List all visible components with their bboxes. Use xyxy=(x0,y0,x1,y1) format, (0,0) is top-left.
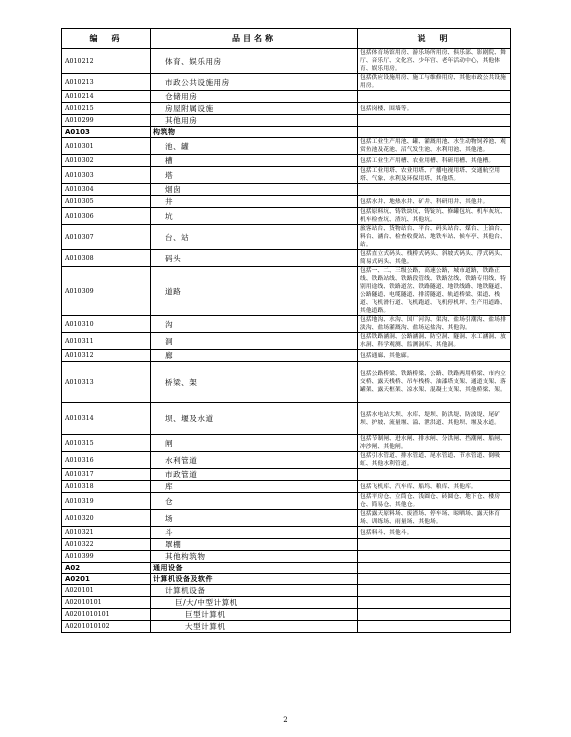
row-code: A0201010102 xyxy=(62,621,151,633)
row-code: A0201010101 xyxy=(62,609,151,621)
table-row xyxy=(62,225,511,250)
row-name: 洞 xyxy=(151,333,358,350)
row-description: 包括引水管道、排水管道、尾水管道、节水管道、倒吸虹、其他水利管道。 xyxy=(358,452,511,469)
row-name: 闸 xyxy=(151,435,358,452)
table-row xyxy=(62,563,511,574)
row-name: 道路 xyxy=(151,267,358,316)
row-code: A010313 xyxy=(62,362,151,403)
row-name: 烟囱 xyxy=(151,184,358,196)
table-row xyxy=(62,493,511,510)
table-row xyxy=(62,115,511,127)
table-row xyxy=(62,208,511,225)
table-row xyxy=(62,167,511,184)
row-code: A010309 xyxy=(62,267,151,316)
row-name: 桥梁、架 xyxy=(151,362,358,403)
row-description xyxy=(358,621,511,633)
row-code: A010305 xyxy=(62,196,151,208)
table-row xyxy=(62,316,511,333)
row-description: 包括通廊、其他廊。 xyxy=(358,350,511,362)
row-name: 仓 xyxy=(151,493,358,510)
row-code: A010321 xyxy=(62,527,151,539)
row-name: 槽 xyxy=(151,155,358,167)
table-row xyxy=(62,469,511,481)
row-name: 房屋附属设施 xyxy=(151,103,358,115)
row-name: 码头 xyxy=(151,250,358,267)
row-name: 仓储用房 xyxy=(151,91,358,103)
row-description xyxy=(358,539,511,551)
row-code: A010310 xyxy=(62,316,151,333)
row-description: 旅客站台、货物站台、平台、码头站台、煤台、上油台、料台、涵台、检查收费站、地铁车站、候车亭、其他台、站。 xyxy=(358,225,511,250)
table-row xyxy=(62,574,511,585)
table-row xyxy=(62,510,511,527)
table-row xyxy=(62,597,511,609)
table-row xyxy=(62,452,511,469)
catalog-table xyxy=(61,28,511,633)
row-description: 包括供应设施用房、施工与维修用房、其他市政公共设施用房。 xyxy=(358,74,511,91)
row-code: A02 xyxy=(62,563,151,574)
table-header-row xyxy=(62,29,511,49)
table-row xyxy=(62,196,511,208)
row-name: 水利管道 xyxy=(151,452,358,469)
row-code: A010213 xyxy=(62,74,151,91)
row-description: 包括水电站大坝、水库、堤坝、防洪堤、防波堤、尾矿坝、护坡、流量堰、溢、泄洪道、其他坝、堰及水道。 xyxy=(358,403,511,435)
row-code: A010399 xyxy=(62,551,151,563)
row-name: 其他构筑物 xyxy=(151,551,358,563)
row-description xyxy=(358,91,511,103)
row-name: 罩棚 xyxy=(151,539,358,551)
row-description xyxy=(358,127,511,138)
row-description: 包括工业用塔、农业用塔、广播电视用塔、交通航空用塔、气象、水利及环保用塔、其他塔。 xyxy=(358,167,511,184)
table-row xyxy=(62,74,511,91)
table-row xyxy=(62,609,511,621)
row-description: 包括水井、地热水井、矿井、科研用井、其他井。 xyxy=(358,196,511,208)
row-description: 包括露天原料场、废渣场、停车场、晾晒场、露天体育场、训练场、雨量场、其他场。 xyxy=(358,510,511,527)
row-description xyxy=(358,551,511,563)
header-name: 品目名称 xyxy=(151,29,358,49)
row-description xyxy=(358,469,511,481)
page-number: 2 xyxy=(283,716,288,724)
row-code: A010304 xyxy=(62,184,151,196)
row-description: 包括节制闸、进水闸、排水闸、分洪闸、挡潮闸、船闸、冲沙闸、其他闸。 xyxy=(358,435,511,452)
row-name: 计算机设备 xyxy=(151,585,358,597)
table-row xyxy=(62,127,511,138)
row-name: 塔 xyxy=(151,167,358,184)
row-description xyxy=(358,597,511,609)
row-code: A010316 xyxy=(62,452,151,469)
row-code: A010215 xyxy=(62,103,151,115)
row-name: 巨/大/中型计算机 xyxy=(151,597,358,609)
row-description: 包括体育场馆用房、游乐场所用房、俱乐部、影剧院、舞厅、音乐厅、文化宫、少年宫、老年活动中心，其他体育、娱乐用房。 xyxy=(358,49,511,74)
table-row xyxy=(62,621,511,633)
table-row xyxy=(62,155,511,167)
row-description xyxy=(358,563,511,574)
row-code: A010214 xyxy=(62,91,151,103)
row-name: 廊 xyxy=(151,350,358,362)
row-code: A0103 xyxy=(62,127,151,138)
table-row xyxy=(62,333,511,350)
row-name: 池、罐 xyxy=(151,138,358,155)
row-description: 包括岗楼、围墙等。 xyxy=(358,103,511,115)
row-code: A02010101 xyxy=(62,597,151,609)
row-code: A010320 xyxy=(62,510,151,527)
row-description: 包括原料坑、铸铁块坑、铸锭坑、修罐包坑、机车灰坑、机车检查坑、渣坑、其他坑。 xyxy=(358,208,511,225)
row-code: A010315 xyxy=(62,435,151,452)
row-name: 体育、娱乐用房 xyxy=(151,49,358,74)
row-code: A010299 xyxy=(62,115,151,127)
row-name: 沟 xyxy=(151,316,358,333)
row-code: A010317 xyxy=(62,469,151,481)
row-name: 市政公共设施用房 xyxy=(151,74,358,91)
row-description: 包括公路桥梁、铁路桥梁、公路、铁路两用桥梁、市内立交桥、露天栈桥、吊车栈桥、油漆塔支架、通道支架、落罐架、露天框架、凉水架、混凝土支架、其他桥梁、架。 xyxy=(358,362,511,403)
table-row xyxy=(62,350,511,362)
row-code: A010306 xyxy=(62,208,151,225)
row-description: 包括飞机库、汽车库、船坞、粮库、其他库。 xyxy=(358,481,511,493)
row-name: 台、站 xyxy=(151,225,358,250)
table-body xyxy=(62,49,511,633)
table-row xyxy=(62,49,511,74)
table-row xyxy=(62,91,511,103)
row-description xyxy=(358,574,511,585)
table-row xyxy=(62,527,511,539)
row-name: 通用设备 xyxy=(151,563,358,574)
table-row xyxy=(62,585,511,597)
row-description: 包括料斗、其他斗。 xyxy=(358,527,511,539)
row-name: 市政管道 xyxy=(151,469,358,481)
table-row xyxy=(62,184,511,196)
table-row xyxy=(62,267,511,316)
row-code: A020101 xyxy=(62,585,151,597)
header-code: 编 码 xyxy=(62,29,151,49)
row-description: 包括平房仓、立筒仓、浅圆仓、砖圆仓、地下仓、楼房仓、简易仓、其他仓。 xyxy=(358,493,511,510)
table-row xyxy=(62,138,511,155)
row-name: 大型计算机 xyxy=(151,621,358,633)
table-row xyxy=(62,403,511,435)
row-code: A010312 xyxy=(62,350,151,362)
row-code: A010318 xyxy=(62,481,151,493)
row-description xyxy=(358,585,511,597)
row-description xyxy=(358,609,511,621)
table-row xyxy=(62,250,511,267)
row-code: A010311 xyxy=(62,333,151,350)
row-code: A010212 xyxy=(62,49,151,74)
row-description: 包括直立式码头、栈桥式码头、斜坡式码头、浮式码头、简易式码头、其他。 xyxy=(358,250,511,267)
row-code: A010314 xyxy=(62,403,151,435)
table-row xyxy=(62,481,511,493)
row-code: A010301 xyxy=(62,138,151,155)
row-code: A010308 xyxy=(62,250,151,267)
row-description xyxy=(358,115,511,127)
row-name: 坝、堰及水道 xyxy=(151,403,358,435)
table-row xyxy=(62,435,511,452)
row-name: 巨型计算机 xyxy=(151,609,358,621)
row-code: A010319 xyxy=(62,493,151,510)
header-desc: 说 明 xyxy=(358,29,511,49)
row-description: 包括一、二、三级公路，高速公路，城市道路，铁路正线、铁路站线、铁路段管线、铁路岔线、铁路专用线、特别用途线、铁路道岔、铁路隧道、地铁线路、地铁隧道、公路隧道、电缆隧道、排涝隧道、轨道桥梁、渠道、栈道、飞机滑行道、飞机跑道、飞机停机坪、生产用道路、其他道路。 xyxy=(358,267,511,316)
row-code: A010302 xyxy=(62,155,151,167)
table-row xyxy=(62,362,511,403)
row-code: A010303 xyxy=(62,167,151,184)
row-code: A0201 xyxy=(62,574,151,585)
table-row xyxy=(62,103,511,115)
row-description xyxy=(358,184,511,196)
row-name: 斗 xyxy=(151,527,358,539)
row-description: 包括工业生产用池、罐、灌溉用池、水生动物饲养池、观赏鱼池及花池、沼气发生池、水利用池、其他池。 xyxy=(358,138,511,155)
row-name: 井 xyxy=(151,196,358,208)
row-name: 库 xyxy=(151,481,358,493)
row-name: 构筑物 xyxy=(151,127,358,138)
table-row xyxy=(62,551,511,563)
row-name: 计算机设备及软件 xyxy=(151,574,358,585)
row-name: 其他用房 xyxy=(151,115,358,127)
table-row xyxy=(62,539,511,551)
row-name: 场 xyxy=(151,510,358,527)
row-description: 包括地沟、水沟、国厂河沟、渠沟、盐场引潮沟、盐场排淡沟、盐场灌溉沟、盐场运盐沟、其他沟。 xyxy=(358,316,511,333)
row-description: 包括工业生产用槽、农业用槽、科研用槽、其他槽。 xyxy=(358,155,511,167)
row-name: 坑 xyxy=(151,208,358,225)
row-description: 包括铁路涵洞、公路涵洞、防空洞、隧洞、水工涵洞、放水洞、科学观测、监测洞库、其他洞。 xyxy=(358,333,511,350)
row-code: A010307 xyxy=(62,225,151,250)
row-code: A010322 xyxy=(62,539,151,551)
